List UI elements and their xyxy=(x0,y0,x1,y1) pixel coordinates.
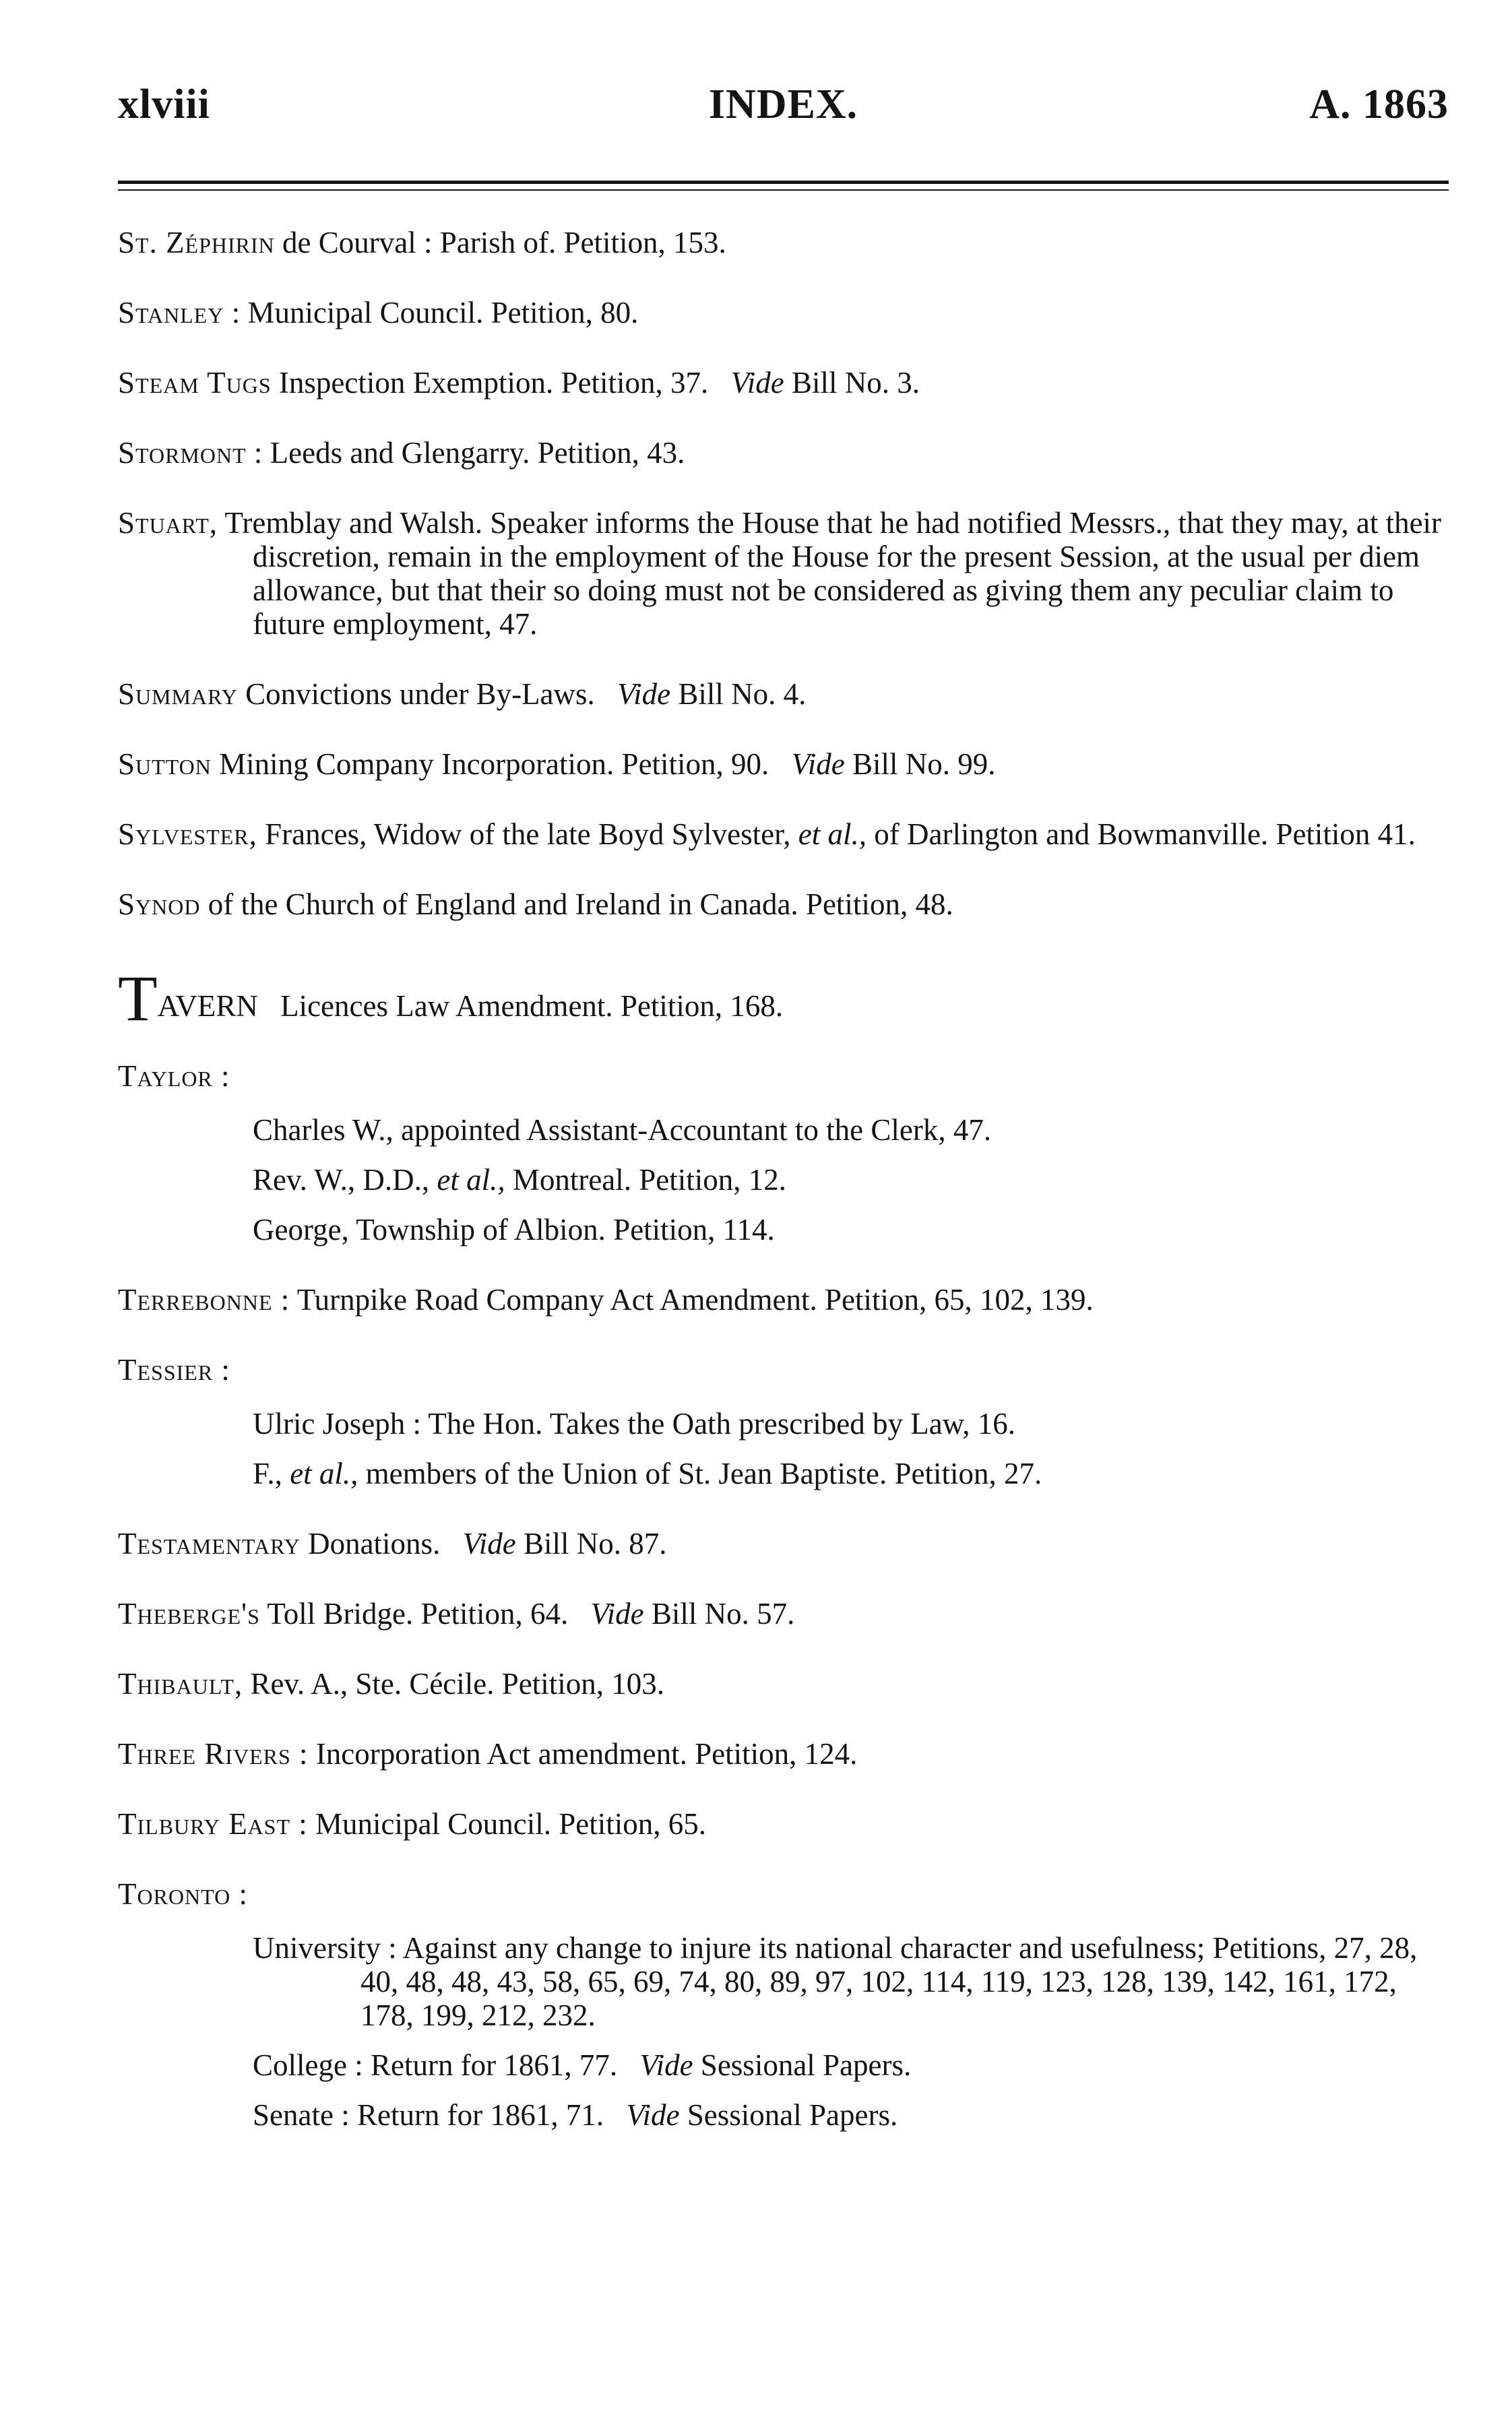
drop-cap: T xyxy=(118,962,158,1034)
vide-label: Vide xyxy=(730,366,784,400)
entry-text: of the Church of England and Ireland in Canada. Petition, 48. xyxy=(208,887,953,921)
et-al: et al., xyxy=(290,1457,358,1490)
sub-entries xyxy=(118,1407,1449,1490)
et-al: et al., xyxy=(798,817,867,851)
entry-text: Inspection Exemption. Petition, 37. xyxy=(278,366,709,400)
index-entry xyxy=(118,366,1449,400)
vide-label: Vide xyxy=(462,1527,516,1560)
entry-text: : Municipal Council. Petition, 80. xyxy=(231,296,639,329)
entry-headword: St. Zéphirin xyxy=(118,226,275,259)
vide-label: Vide xyxy=(617,677,671,711)
index-entry-group xyxy=(118,1059,1449,1247)
sub-entry-text: Montreal. Petition, 12. xyxy=(512,1163,787,1197)
entry-headword: Sylvester, xyxy=(118,817,257,851)
entry-text: Mining Company Incorporation. Petition, 90. xyxy=(219,747,769,781)
sub-entry-text: Senate : Return for 1861, 71. xyxy=(253,2098,604,2132)
entry-headword: Terrebonne : xyxy=(118,1283,290,1317)
index-entry xyxy=(118,887,1449,921)
sub-entry-text: F., xyxy=(253,1457,282,1490)
sub-entry: George, Township of Albion. Petition, 114. xyxy=(253,1213,775,1247)
vide-label: Vide xyxy=(791,747,845,781)
index-entry xyxy=(118,1667,1449,1701)
entry-headword: Steam Tugs xyxy=(118,366,272,400)
vide-reference: Bill No. 3. xyxy=(791,366,920,400)
entry-headword: Testamentary xyxy=(118,1527,301,1560)
section-t-start xyxy=(118,962,1449,1034)
entry-text: Toll Bridge. Petition, 64. xyxy=(267,1597,569,1631)
entry-text: : Leeds and Glengarry. Petition, 43. xyxy=(253,436,685,470)
entry-text: Frances, Widow of the late Boyd Sylvester, xyxy=(265,817,791,851)
entry-text: de Courval : Parish of. Petition, 153. xyxy=(282,226,726,259)
sub-entry xyxy=(253,1457,1449,1490)
vide-reference: Bill No. 99. xyxy=(852,747,996,781)
vide-reference: Bill No. 4. xyxy=(678,677,807,711)
page-number: xlviii xyxy=(118,82,210,127)
entry-text: Rev. A., Ste. Cécile. Petition, 103. xyxy=(250,1667,665,1701)
vide-reference: Sessional Papers. xyxy=(687,2098,898,2132)
index-entries xyxy=(118,226,1449,2168)
vide-reference: Sessional Papers. xyxy=(700,2048,912,2082)
entry-headword: AVERN xyxy=(157,989,258,1023)
entry-text: Licences Law Amendment. Petition, 168. xyxy=(280,989,784,1023)
vide-label: Vide xyxy=(639,2048,693,2082)
entry-text: Convictions under By-Laws. xyxy=(245,677,595,711)
entry-text: Municipal Council. Petition, 65. xyxy=(315,1807,706,1841)
index-entry xyxy=(118,1807,1449,1841)
index-entry xyxy=(118,506,1449,641)
vide-reference: Bill No. 87. xyxy=(523,1527,667,1560)
entry-headword: Taylor : xyxy=(118,1059,230,1093)
sub-entries xyxy=(118,1931,1449,2132)
index-entry xyxy=(118,1527,1449,1560)
sub-entry: Charles W., appointed Assistant-Accountant to the Clerk, 47. xyxy=(253,1113,992,1147)
index-entry xyxy=(118,1737,1449,1771)
vide-label: Vide xyxy=(590,1597,644,1631)
sub-entry xyxy=(253,1163,1449,1197)
sub-entry-text: Rev. W., D.D., xyxy=(253,1163,430,1197)
entry-headword: Stanley xyxy=(118,296,224,329)
vide-label: Vide xyxy=(626,2098,680,2132)
entry-text: Turnpike Road Company Act Amendment. Petition, 65, 102, 139. xyxy=(296,1283,1094,1317)
index-entry-group xyxy=(118,1353,1449,1490)
sub-entry xyxy=(253,2098,1449,2132)
sub-entry-text: College : Return for 1861, 77. xyxy=(253,2048,618,2082)
sub-entry: University : Against any change to injure its national character and usefulness; Petitions, 27, 28, 40, 48, 48, 43, 58, 65, 69, 74, 80, 89, 97, 102, 114, 119, 123, 128, 139, 142, 161, 172, 178, 199, 212, 232. xyxy=(253,1931,1418,2032)
entry-text: Incorporation Act amendment. Petition, 124. xyxy=(315,1737,858,1771)
index-entry xyxy=(118,1597,1449,1631)
entry-headword: Stormont xyxy=(118,436,247,470)
index-entry xyxy=(118,1283,1449,1317)
entry-headword: Toronto : xyxy=(118,1877,248,1911)
entry-headword: Synod xyxy=(118,887,201,921)
index-entry xyxy=(118,436,1449,470)
entry-headword: Theberge's xyxy=(118,1597,260,1631)
entry-text: Donations. xyxy=(308,1527,441,1560)
running-head xyxy=(118,81,1449,148)
header-rule-thick xyxy=(118,181,1449,184)
entry-headword: Tessier : xyxy=(118,1353,230,1387)
page-year: A. 1863 xyxy=(1309,82,1449,127)
entry-headword: Thibault, xyxy=(118,1667,243,1701)
entry-headword: Stuart, xyxy=(118,506,218,540)
index-entry xyxy=(118,677,1449,711)
index-entry xyxy=(118,747,1449,781)
sub-entry: Ulric Joseph : The Hon. Takes the Oath prescribed by Law, 16. xyxy=(253,1407,1015,1441)
entry-text: Tremblay and Walsh. Speaker informs the House that he had notified Messrs., that they may, at their discretion, remain in the employment of the House for the present Session, at the usual per diem allowance, but that their so doing must not be considered as giving them any peculiar claim to future employment, 47. xyxy=(224,506,1442,641)
index-entry xyxy=(118,226,1449,259)
sub-entry-text: members of the Union of St. Jean Baptiste. Petition, 27. xyxy=(365,1457,1042,1490)
vide-reference: Bill No. 57. xyxy=(651,1597,795,1631)
sub-entries xyxy=(118,1113,1449,1247)
header-rule-thin xyxy=(118,189,1449,191)
et-al: et al., xyxy=(437,1163,505,1197)
entry-headword: Three Rivers : xyxy=(118,1737,309,1771)
entry-headword: Sutton xyxy=(118,747,212,781)
index-entry-group xyxy=(118,1877,1449,2132)
page-title: INDEX. xyxy=(708,82,858,127)
sub-entry xyxy=(253,2048,1449,2082)
index-entry xyxy=(118,817,1449,851)
entry-headword: Summary xyxy=(118,677,238,711)
entry-headword: Tilbury East : xyxy=(118,1807,308,1841)
entry-text: of Darlington and Bowmanville. Petition 41. xyxy=(874,817,1416,851)
index-entry xyxy=(118,296,1449,329)
